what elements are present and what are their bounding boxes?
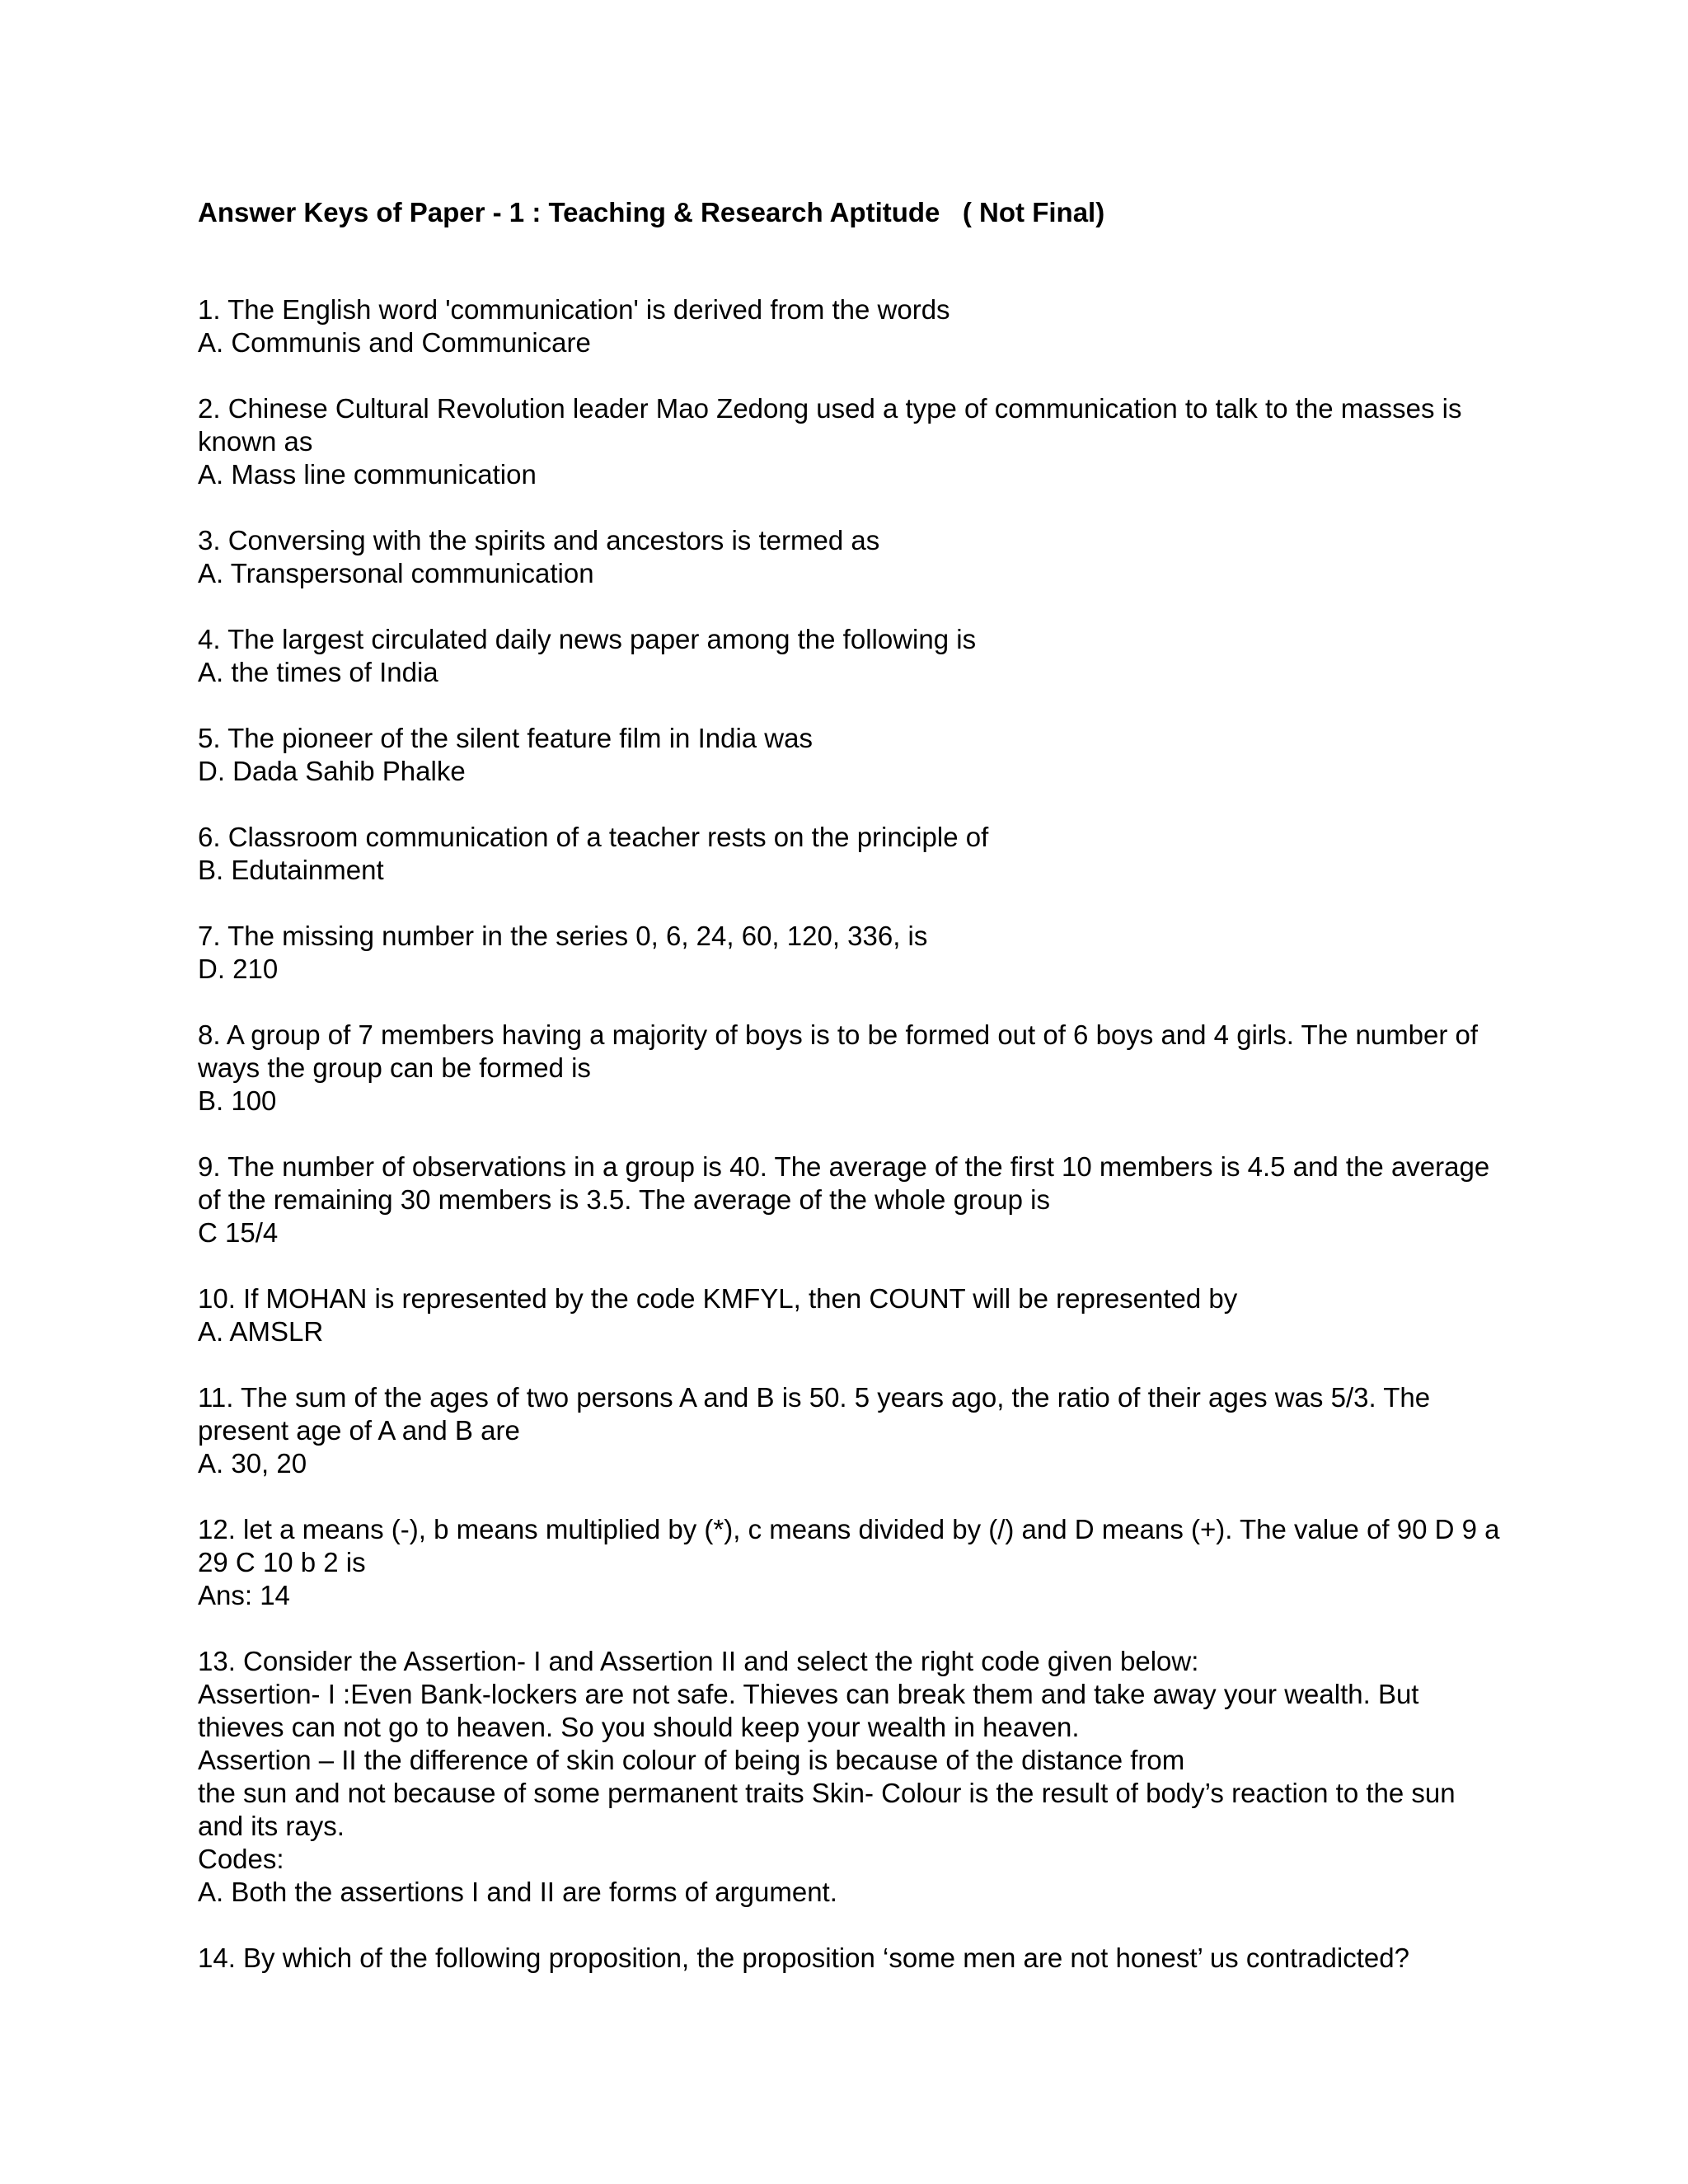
list-item-7: [198, 920, 1500, 986]
question-text: 14. By which of the following proposition, the proposition ‘some men are not honest’ us contradicted?: [198, 1943, 1409, 1973]
list-item-10: [198, 1282, 1500, 1348]
question-text: 4. The largest circulated daily news paper among the following is: [198, 624, 977, 654]
assertion-2-line-2: the sun and not because of some permanent traits Skin- Colour is the result of body’s reaction to the sun and its rays.: [198, 1778, 1456, 1841]
answer-text: D. Dada Sahib Phalke: [198, 756, 466, 786]
question-text: 8. A group of 7 members having a majority of boys is to be formed out of 6 boys and 4 girls. The number of ways the group can be formed is: [198, 1019, 1479, 1083]
list-item-13: [198, 1645, 1500, 1909]
answer-text: B. Edutainment: [198, 855, 384, 885]
question-text: 7. The missing number in the series 0, 6, 24, 60, 120, 336, is: [198, 921, 928, 951]
list-item-12: [198, 1513, 1500, 1612]
question-text: 9. The number of observations in a group is 40. The average of the first 10 members is 4.5 and the average of the remaining 30 members is 3.5. The average of the whole group is: [198, 1151, 1490, 1215]
list-item-9: [198, 1151, 1500, 1249]
answer-text: A. Communis and Communicare: [198, 327, 591, 358]
answer-text: Ans: 14: [198, 1580, 290, 1610]
answer-text: C 15/4: [198, 1217, 279, 1248]
list-item-14: [198, 1942, 1500, 1975]
answer-text: A. the times of India: [198, 657, 438, 687]
list-item-4: [198, 623, 1500, 689]
list-item-3: [198, 524, 1500, 590]
list-item-11: [198, 1381, 1500, 1480]
answer-text: A. 30, 20: [198, 1448, 307, 1479]
question-text: 12. let a means (-), b means multiplied by (*), c means divided by (/) and D means (+). The value of 90 D 9 a 29 C 10 b 2 is: [198, 1514, 1500, 1577]
answer-text: A. Both the assertions I and II are forms of argument.: [198, 1877, 837, 1907]
question-text: 11. The sum of the ages of two persons A and B is 50. 5 years ago, the ratio of their ages was 5/3. The present age of A and B are: [198, 1382, 1431, 1446]
list-item-6: [198, 821, 1500, 887]
answer-text: A. Mass line communication: [198, 459, 537, 490]
document-title: Answer Keys of Paper - 1 : Teaching & Research Aptitude ( Not Final): [198, 197, 1105, 227]
list-item-8: [198, 1019, 1500, 1118]
question-text: 6. Classroom communication of a teacher rests on the principle of: [198, 822, 989, 852]
answer-list: [198, 293, 1500, 2008]
question-text: 10. If MOHAN is represented by the code KMFYL, then COUNT will be represented by: [198, 1283, 1238, 1314]
assertion-2-line-1: Assertion – II the difference of skin colour of being is because of the distance from: [198, 1745, 1185, 1775]
list-item-5: [198, 722, 1500, 788]
question-text: 13. Consider the Assertion- I and Assertion II and select the right code given below:: [198, 1646, 1199, 1676]
codes-label: Codes:: [198, 1844, 284, 1874]
answer-text: A. Transpersonal communication: [198, 558, 594, 588]
answer-text: D. 210: [198, 954, 279, 984]
question-text: 5. The pioneer of the silent feature film in India was: [198, 723, 813, 753]
answer-text: B. 100: [198, 1085, 277, 1116]
list-item-2: [198, 392, 1500, 491]
list-item-1: [198, 293, 1500, 359]
answer-text: A. AMSLR: [198, 1316, 324, 1347]
question-text: 1. The English word 'communication' is derived from the words: [198, 294, 950, 325]
question-text: 2. Chinese Cultural Revolution leader Mao Zedong used a type of communication to talk to the masses is known as: [198, 393, 1462, 457]
question-text: 3. Conversing with the spirits and ancestors is termed as: [198, 525, 880, 555]
assertion-1-text: Assertion- I :Even Bank-lockers are not safe. Thieves can break them and take away your wealth. But thieves can not go to heaven. So you should keep your wealth in heaven.: [198, 1679, 1419, 1742]
